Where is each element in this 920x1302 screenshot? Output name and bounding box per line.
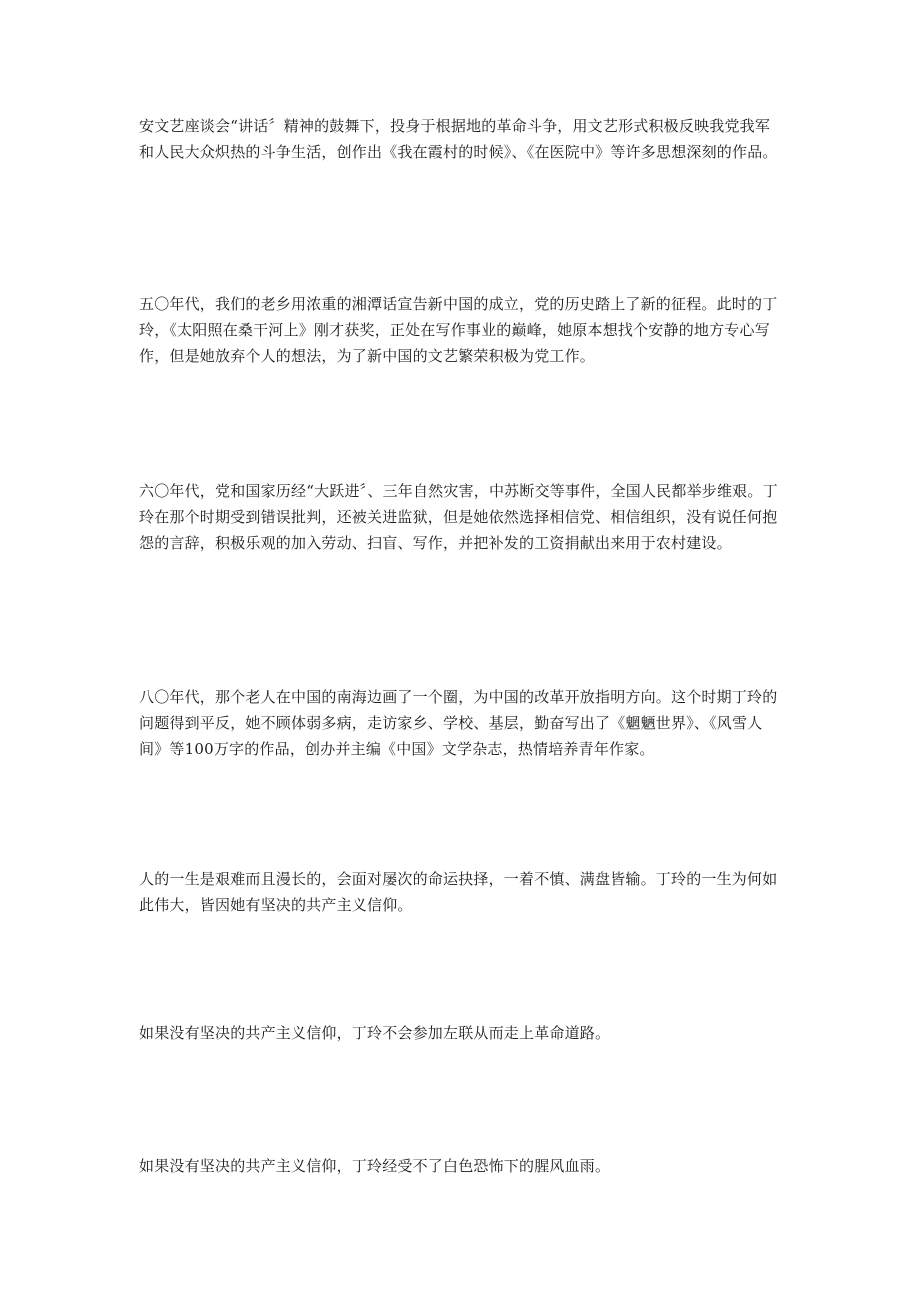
paragraph: 如果没有坚决的共产主义信仰，丁玲不会参加左联从而走上革命道路。 — [139, 1024, 611, 1042]
paragraph: 八〇年代，那个老人在中国的南海边画了一个圈，为中国的改革开放指明方向。这个时期丁玲的问题得到平反，她不顾体弱多病，走访家乡、学校、基层，勤奋写出了《魍魉世界》、《风雪人间》等100万字的作品，创办并主编《中国》文学杂志，热情培养青年作家。 — [139, 688, 778, 758]
paragraph: 如果没有坚决的共产主义信仰，丁玲经受不了白色恐怖下的腥风血雨。 — [139, 1157, 611, 1175]
paragraph: 安文艺座谈会“讲话〞精神的鼓舞下，投身于根据地的革命斗争，用文艺形式积极反映我党我军和人民大众炽热的斗争生活，创作出《我在霞村的时候》、《在医院中》等许多思想深刻的作品。 — [139, 117, 778, 161]
paragraph: 五〇年代，我们的老乡用浓重的湘潭话宣告新中国的成立，党的历史踏上了新的征程。此时的丁玲，《太阳照在桑干河上》刚才获奖，正处在写作事业的巅峰，她原本想找个安静的地方专心写作，但是她放弃个人的想法，为了新中国的文艺繁荣积极为党工作。 — [139, 295, 778, 365]
paragraph: 人的一生是艰难而且漫长的，会面对屡次的命运抉择，一着不慎、满盘皆输。丁玲的一生为何如此伟大，皆因她有坚决的共产主义信仰。 — [139, 870, 778, 914]
paragraph: 六〇年代，党和国家历经“大跃进〞、三年自然灾害，中苏断交等事件，全国人民都举步维艰。丁玲在那个时期受到错误批判，还被关进监狱，但是她依然选择相信党、相信组织，没有说任何抱怨的言辞，积极乐观的加入劳动、扫盲、写作，并把补发的工资捐献出来用于农村建设。 — [139, 482, 778, 552]
